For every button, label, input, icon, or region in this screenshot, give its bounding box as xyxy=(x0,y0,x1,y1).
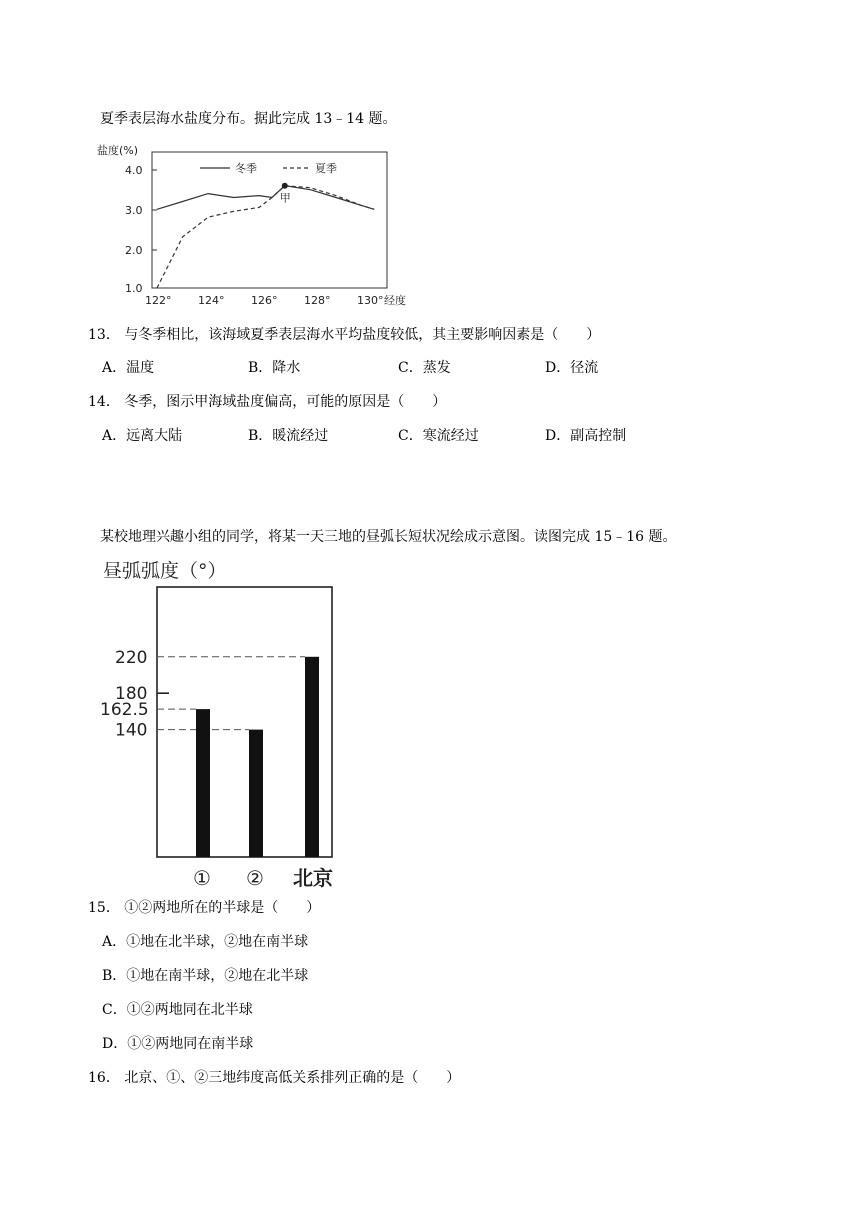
question-15-option-b: B．①地在南半球，②地在北半球 xyxy=(102,968,309,984)
y-axis-label: 盐度(%) xyxy=(97,144,139,157)
salinity-chart xyxy=(95,140,415,310)
question-15-stem: 15． ①②两地所在的半球是（ ） xyxy=(88,900,321,916)
bars xyxy=(196,657,319,857)
y-tick-label: 3.0 xyxy=(125,204,143,217)
y-tick-label: 1.0 xyxy=(125,282,143,295)
x-tick-label: 122° xyxy=(145,294,172,307)
category-label: ② xyxy=(246,866,264,890)
guide-lines xyxy=(157,657,305,730)
bar xyxy=(196,709,210,857)
question-15-option-c: C．①②两地同在北半球 xyxy=(102,1002,253,1018)
y-axis-label: 昼弧弧度（°） xyxy=(103,560,227,582)
question-14-option-d: D．副高控制 xyxy=(545,428,627,444)
x-tick-label: 128° xyxy=(304,294,331,307)
legend-summer-label: 夏季 xyxy=(315,162,337,175)
question-16-stem: 16． 北京、①、②三地纬度高低关系排列正确的是（ ） xyxy=(88,1070,461,1086)
series-line-summer xyxy=(157,186,374,288)
question-13-option-b: B．降水 xyxy=(248,360,301,376)
tick-label: 140 xyxy=(115,720,148,741)
x-tick-label: 130° xyxy=(357,294,384,307)
question-13-stem: 13． 与冬季相比，该海域夏季表层海水平均盐度较低，其主要影响因素是（ ） xyxy=(88,327,601,343)
annotation-jia: 甲 xyxy=(279,191,291,205)
x-tick-labels xyxy=(145,294,384,307)
question-13-option-c: C．蒸发 xyxy=(398,360,451,376)
y-tick-labels xyxy=(125,164,143,295)
tick-label: 162.5 xyxy=(100,700,149,721)
x-tick-label: 124° xyxy=(198,294,225,307)
bar xyxy=(249,730,263,857)
category-label: ① xyxy=(193,866,211,890)
tick-label: 220 xyxy=(115,647,148,668)
day-arc-chart xyxy=(95,555,355,890)
question-14-stem: 14． 冬季，图示甲海域盐度偏高，可能的原因是（ ） xyxy=(88,394,447,410)
question-13-option-a: A．温度 xyxy=(102,360,155,376)
category-label: 北京 xyxy=(293,866,333,890)
point-jia xyxy=(282,183,288,189)
x-tick-label: 126° xyxy=(251,294,278,307)
tick-labels xyxy=(100,648,149,741)
intro-text-1: 夏季表层海水盐度分布。据此完成 13﹣14 题。 xyxy=(100,111,397,127)
category-labels xyxy=(193,866,333,890)
y-tick-label: 4.0 xyxy=(125,164,143,177)
question-15-option-a: A．①地在北半球，②地在南半球 xyxy=(102,934,309,950)
tick-label: 180 xyxy=(115,684,148,705)
y-tick-label: 2.0 xyxy=(125,244,143,257)
question-14-option-b: B．暖流经过 xyxy=(248,428,329,444)
bar xyxy=(305,657,319,857)
question-14-option-a: A．远离大陆 xyxy=(102,428,183,444)
y-ticks xyxy=(152,170,157,250)
intro-text-2: 某校地理兴趣小组的同学，将某一天三地的昼弧长短状况绘成示意图。读图完成 15﹣16 题。 xyxy=(100,529,677,545)
x-axis-label: 经度 xyxy=(384,294,406,307)
legend-winter-label: 冬季 xyxy=(235,162,257,175)
question-15-option-d: D．①②两地同在南半球 xyxy=(102,1036,254,1052)
question-13-option-d: D．径流 xyxy=(545,360,599,376)
question-14-option-c: C．寒流经过 xyxy=(398,428,479,444)
legend xyxy=(200,161,337,175)
